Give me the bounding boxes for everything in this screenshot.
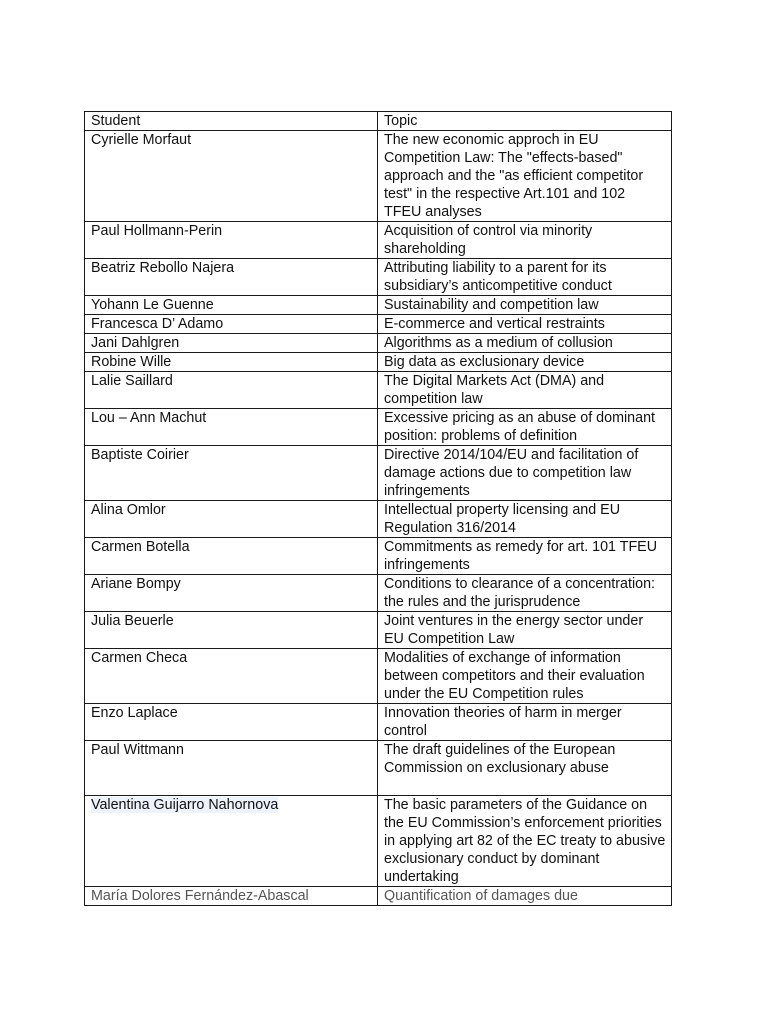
topic-title: Conditions to clearance of a concentration: the rules and the jurisprudence [378,575,672,612]
student-name: Paul Hollmann-Perin [85,222,378,259]
student-name: Francesca D’ Adamo [85,315,378,334]
table-row [85,741,672,796]
header-topic: Topic [378,112,672,131]
topic-title: Joint ventures in the energy sector under EU Competition Law [378,612,672,649]
table-row [85,501,672,538]
student-name: Carmen Botella [85,538,378,575]
student-name: Cyrielle Morfaut [85,131,378,222]
student-name: Robine Wille [85,353,378,372]
table-row [85,612,672,649]
student-name: Yohann Le Guenne [85,296,378,315]
header-student: Student [85,112,378,131]
table-row [85,334,672,353]
topic-title: Algorithms as a medium of collusion [378,334,672,353]
student-name: Enzo Laplace [85,704,378,741]
student-name: Beatriz Rebollo Najera [85,259,378,296]
table-header-row [85,112,672,131]
table-row [85,222,672,259]
topic-title: Directive 2014/104/EU and facilitation of damage actions due to competition law infringements [378,446,672,501]
table-row [85,259,672,296]
student-name: Julia Beuerle [85,612,378,649]
topic-title: The Digital Markets Act (DMA) and competition law [378,372,672,409]
student-name: Lou – Ann Machut [85,409,378,446]
table-row [85,131,672,222]
table-row [85,315,672,334]
table-row [85,649,672,704]
table-row [85,704,672,741]
table-row [85,296,672,315]
topic-title: Sustainability and competition law [378,296,672,315]
topic-title: Acquisition of control via minority shareholding [378,222,672,259]
table-row [85,796,672,887]
student-name: Valentina Guijarro Nahornova [91,797,279,813]
table-row [85,353,672,372]
student-name: Alina Omlor [85,501,378,538]
topic-title: The basic parameters of the Guidance on the EU Commission’s enforcement priorities in applying art 82 of the EC treaty to abusive exclusionary conduct by dominant undertaking [378,796,672,887]
table-row [85,887,672,906]
student-name: Paul Wittmann [85,741,378,796]
student-name: Lalie Saillard [85,372,378,409]
student-name: Jani Dahlgren [85,334,378,353]
table-row [85,575,672,612]
topic-title: E-commerce and vertical restraints [378,315,672,334]
topic-title: Excessive pricing as an abuse of dominant position: problems of definition [378,409,672,446]
table-row [85,538,672,575]
student-name: Carmen Checa [85,649,378,704]
student-name: Ariane Bompy [85,575,378,612]
topic-title: Intellectual property licensing and EU Regulation 316/2014 [378,501,672,538]
topic-title: Innovation theories of harm in merger control [378,704,672,741]
table-row [85,446,672,501]
table-row [85,372,672,409]
topic-title: Big data as exclusionary device [378,353,672,372]
student-topic-table [84,111,672,906]
student-name-cell [85,796,378,887]
topic-title: Commitments as remedy for art. 101 TFEU infringements [378,538,672,575]
topic-title: The draft guidelines of the European Commission on exclusionary abuse [378,741,672,796]
topic-title: Quantification of damages due [378,887,672,906]
topic-title: Modalities of exchange of information between competitors and their evaluation under the EU Competition rules [378,649,672,704]
topic-title: The new economic approch in EU Competition Law: The "effects-based" approach and the "as efficient competitor test" in the respective Art.101 and 102 TFEU analyses [378,131,672,222]
student-name: Baptiste Coirier [85,446,378,501]
student-name: María Dolores Fernández-Abascal [85,887,378,906]
topic-title: Attributing liability to a parent for its subsidiary’s anticompetitive conduct [378,259,672,296]
table-row [85,409,672,446]
